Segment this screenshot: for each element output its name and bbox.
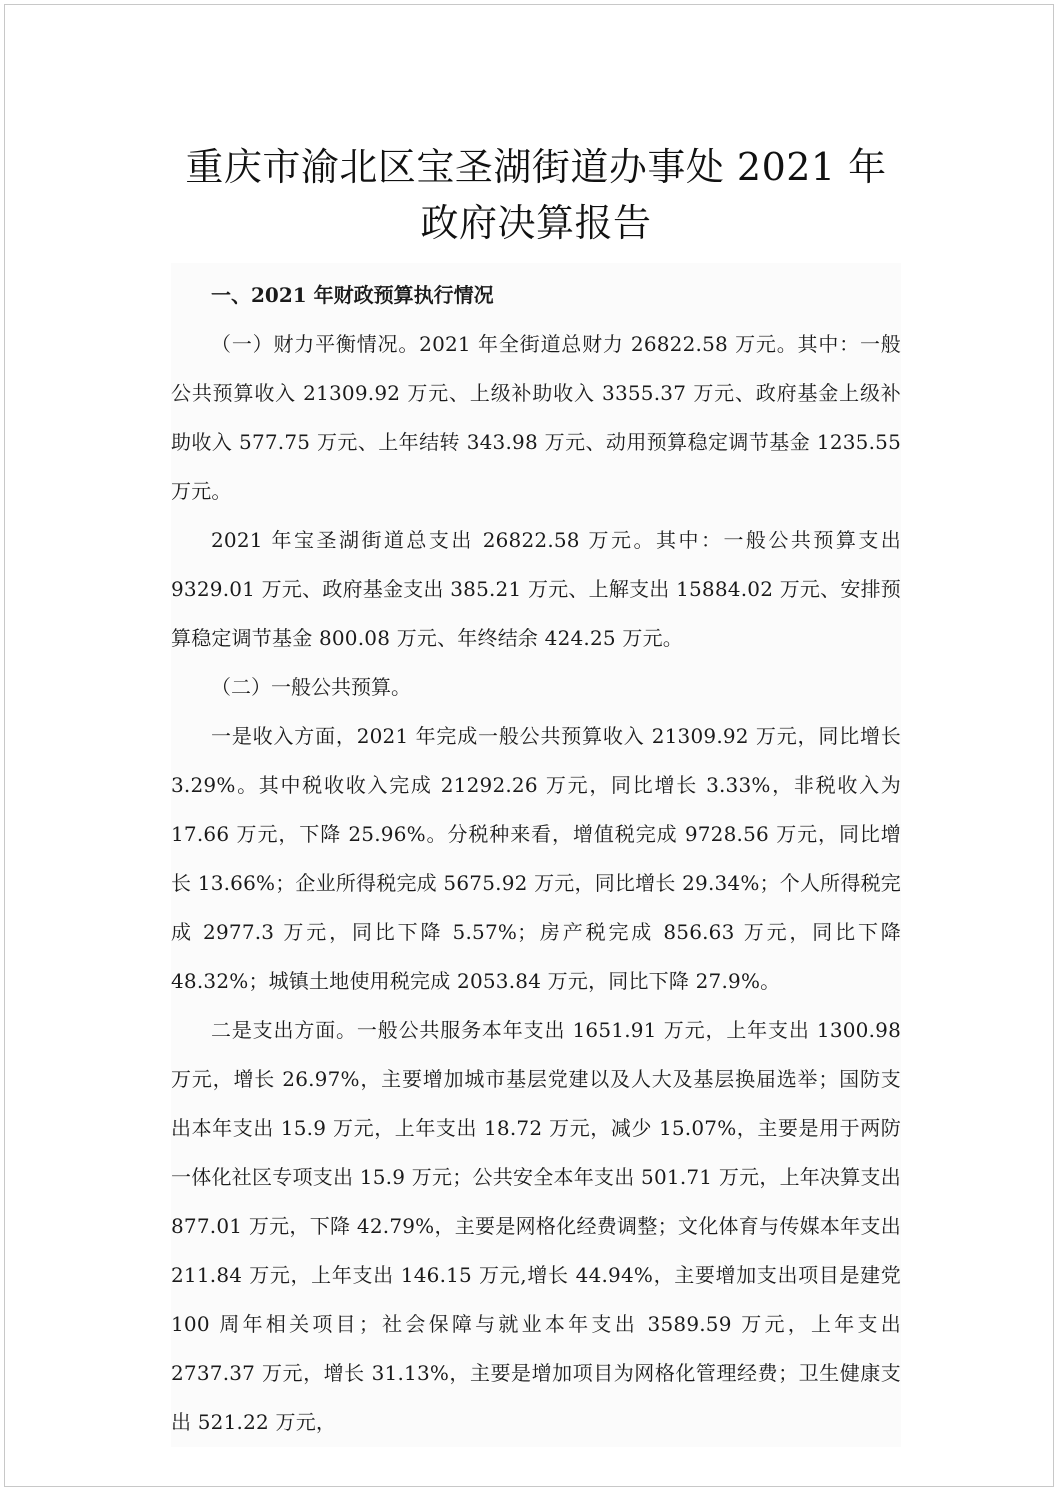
document-page	[4, 4, 1054, 1487]
section-heading: 一、2021 年财政预算执行情况	[211, 283, 494, 307]
title-line-1: 重庆市渝北区宝圣湖街道办事处 2021 年	[185, 145, 887, 189]
document-body	[171, 263, 901, 1447]
document-title	[171, 139, 901, 251]
paragraph-total-expenditure: 2021 年宝圣湖街道总支出 26822.58 万元。其中：一般公共预算支出 9329.01 万元、政府基金支出 385.21 万元、上解支出 15884.02 万元、安排预算稳定调节基金 800.08 万元、年终结余 424.25 万元。	[171, 528, 901, 650]
title-line-2: 政府决算报告	[420, 201, 652, 245]
document-content	[171, 139, 901, 1447]
paragraph-revenue: 一是收入方面，2021 年完成一般公共预算收入 21309.92 万元，同比增长 3.29%。其中税收收入完成 21292.26 万元，同比增长 3.33%，非税收入为 17.66 万元，下降 25.96%。分税种来看，增值税完成 9728.56 万元，同比增长 13.66%；企业所得税完成 5675.92 万元，同比增长 29.34%；个人所得税完成 2977.3 万元，同比下降 5.57%；房产税完成 856.63 万元，同比下降 48.32%；城镇土地使用税完成 2053.84 万元，同比下降 27.9%。	[171, 724, 901, 993]
paragraph-fiscal-balance: （一）财力平衡情况。2021 年全街道总财力 26822.58 万元。其中：一般公共预算收入 21309.92 万元、上级补助收入 3355.37 万元、政府基金上级补助收入 577.75 万元、上年结转 343.98 万元、动用预算稳定调节基金 1235.55 万元。	[171, 332, 901, 503]
subsection-heading: （二）一般公共预算。	[211, 675, 411, 699]
paragraph-expenditure: 二是支出方面。一般公共服务本年支出 1651.91 万元，上年支出 1300.98 万元，增长 26.97%，主要增加城市基层党建以及人大及基层换届选举；国防支出本年支出 15.9 万元，上年支出 18.72 万元，减少 15.07%，主要是用于两防一体化社区专项支出 15.9 万元；公共安全本年支出 501.71 万元，上年决算支出 877.01 万元，下降 42.79%，主要是网格化经费调整；文化体育与传媒本年支出 211.84 万元，上年支出 146.15 万元,增长 44.94%，主要增加支出项目是建党 100 周年相关项目；社会保障与就业本年支出 3589.59 万元，上年支出 2737.37 万元，增长 31.13%，主要是增加项目为网格化管理经费；卫生健康支出 521.22 万元，	[171, 1018, 901, 1434]
